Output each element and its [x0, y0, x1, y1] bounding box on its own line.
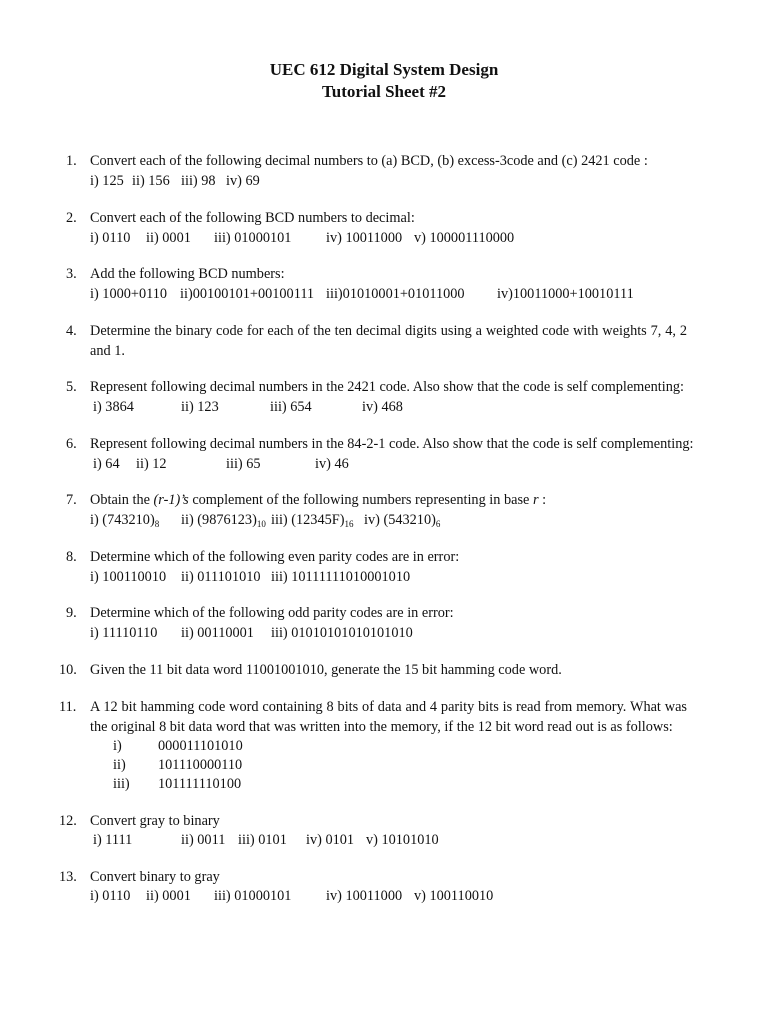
list-item: i) 3864 — [93, 399, 134, 415]
list-item: iv) 46 — [315, 456, 349, 472]
list-item: ii)00100101+00100111 — [180, 286, 315, 302]
list-item: iv) 0101 — [306, 832, 355, 848]
question-number: 10. — [59, 662, 77, 678]
question-number: 8. — [66, 549, 77, 565]
list-item: v) 100001110000 — [414, 230, 515, 246]
base-subscript: 8 — [154, 519, 160, 529]
list-item: iv) 10011000 — [326, 888, 403, 904]
question-number: 5. — [66, 379, 77, 395]
question-text-line-1: A 12 bit hamming code word containing 8 bits of data and 4 parity bits is read from memory. What was — [90, 699, 687, 715]
base-subscript: 10 — [256, 519, 266, 529]
list-item: i) 1000+0110 — [90, 286, 168, 302]
question-text-middle: complement of the following numbers representing in base — [192, 492, 530, 508]
list-item: iii) 01010101010101010 — [271, 625, 413, 641]
question-number: 13. — [59, 869, 77, 885]
list-item: i) 0110 — [90, 888, 131, 904]
base-variable: r — [532, 492, 539, 508]
question-text — [90, 490, 546, 510]
list-item: iv) 69 — [226, 173, 260, 189]
list-item: iii) 01000101 — [214, 230, 292, 246]
list-item: iii) 10111111010001010 — [271, 569, 411, 585]
list-item: ii) 00110001 — [181, 625, 254, 641]
question-text-line-1: Determine the binary code for each of the ten decimal digits using a weighted code with weights 7, 4, 2 — [90, 323, 687, 339]
complement-notation: (r-1)’s — [153, 492, 189, 508]
list-item: i) 11110110 — [90, 625, 158, 641]
question-number: 3. — [66, 266, 77, 282]
list-item: iii) 654 — [270, 399, 312, 415]
question-text: Convert each of the following decimal numbers to (a) BCD, (b) excess-3code and (c) 2421 code : — [90, 153, 648, 169]
number-value: ii) (9876123) — [181, 512, 257, 528]
question-number: 11. — [59, 699, 77, 715]
list-item: iii) 0101 — [238, 832, 287, 848]
list-item: i) 1111 — [93, 832, 133, 848]
question-text: Represent following decimal numbers in the 84-2-1 code. Also show that the code is self complementing: — [90, 436, 694, 452]
question-text: Represent following decimal numbers in the 2421 code. Also show that the code is self complementing: — [90, 379, 684, 395]
list-item: iii) 01000101 — [214, 888, 292, 904]
question-text: Determine which of the following even parity codes are in error: — [90, 549, 460, 565]
item-label: i) — [113, 738, 122, 754]
question-number: 7. — [66, 492, 77, 508]
item-label: ii) — [113, 757, 126, 773]
list-item: iv)10011000+10010111 — [497, 286, 634, 302]
list-item — [364, 510, 440, 530]
question-text-lead: Obtain the — [90, 492, 150, 508]
list-item: ii) 0011 — [181, 832, 226, 848]
item-label: iii) — [113, 776, 130, 792]
list-item: v) 100110010 — [414, 888, 494, 904]
list-item: iii)01010001+01011000 — [326, 286, 465, 302]
question-text-line-2: the original 8 bit data word that was written into the memory, if the 12 bit word read out is as follows: — [90, 719, 673, 735]
question-text: Determine which of the following odd parity codes are in error: — [90, 605, 454, 621]
base-subscript: 6 — [435, 519, 441, 529]
question-number: 9. — [66, 605, 77, 621]
question-number: 6. — [66, 436, 77, 452]
list-item — [90, 510, 159, 530]
list-item — [181, 510, 266, 530]
question-text: Convert each of the following BCD numbers to decimal: — [90, 210, 415, 226]
list-item: i) 125 — [90, 173, 124, 189]
question-text: Convert binary to gray — [90, 869, 220, 885]
list-item: i) 64 — [93, 456, 120, 472]
list-item: iv) 10011000 — [326, 230, 403, 246]
number-value: i) (743210) — [90, 512, 155, 528]
number-value: iv) (543210) — [364, 512, 436, 528]
item-value: 101111110100 — [158, 776, 242, 792]
list-item: i) 100110010 — [90, 569, 167, 585]
base-subscript: 16 — [344, 519, 354, 529]
list-item: iii) 65 — [226, 456, 261, 472]
question-number: 1. — [66, 153, 77, 169]
question-number: 2. — [66, 210, 77, 226]
list-item: iii) 98 — [181, 173, 216, 189]
item-value: 000011101010 — [158, 738, 243, 754]
list-item: v) 10101010 — [366, 832, 439, 848]
list-item: ii) 123 — [181, 399, 219, 415]
number-value: iii) (12345F) — [271, 512, 345, 528]
list-item: ii) 011101010 — [181, 569, 261, 585]
question-text-line-2: and 1. — [90, 343, 125, 359]
list-item — [271, 510, 353, 530]
question-number: 12. — [59, 813, 77, 829]
list-item: ii) 0001 — [146, 888, 191, 904]
question-text: Add the following BCD numbers: — [90, 266, 285, 282]
question-number: 4. — [66, 323, 77, 339]
list-item: ii) 12 — [136, 456, 167, 472]
question-text: Convert gray to binary — [90, 813, 220, 829]
question-text: Given the 11 bit data word 11001001010, generate the 15 bit hamming code word. — [90, 662, 562, 678]
list-item: i) 0110 — [90, 230, 131, 246]
list-item: ii) 0001 — [146, 230, 191, 246]
list-item: iv) 468 — [362, 399, 403, 415]
question-text-end: : — [542, 492, 547, 508]
list-item: ii) 156 — [132, 173, 170, 189]
item-value: 101110000110 — [158, 757, 243, 773]
course-title: UEC 612 Digital System Design — [269, 60, 499, 79]
sheet-title: Tutorial Sheet #2 — [321, 82, 447, 101]
